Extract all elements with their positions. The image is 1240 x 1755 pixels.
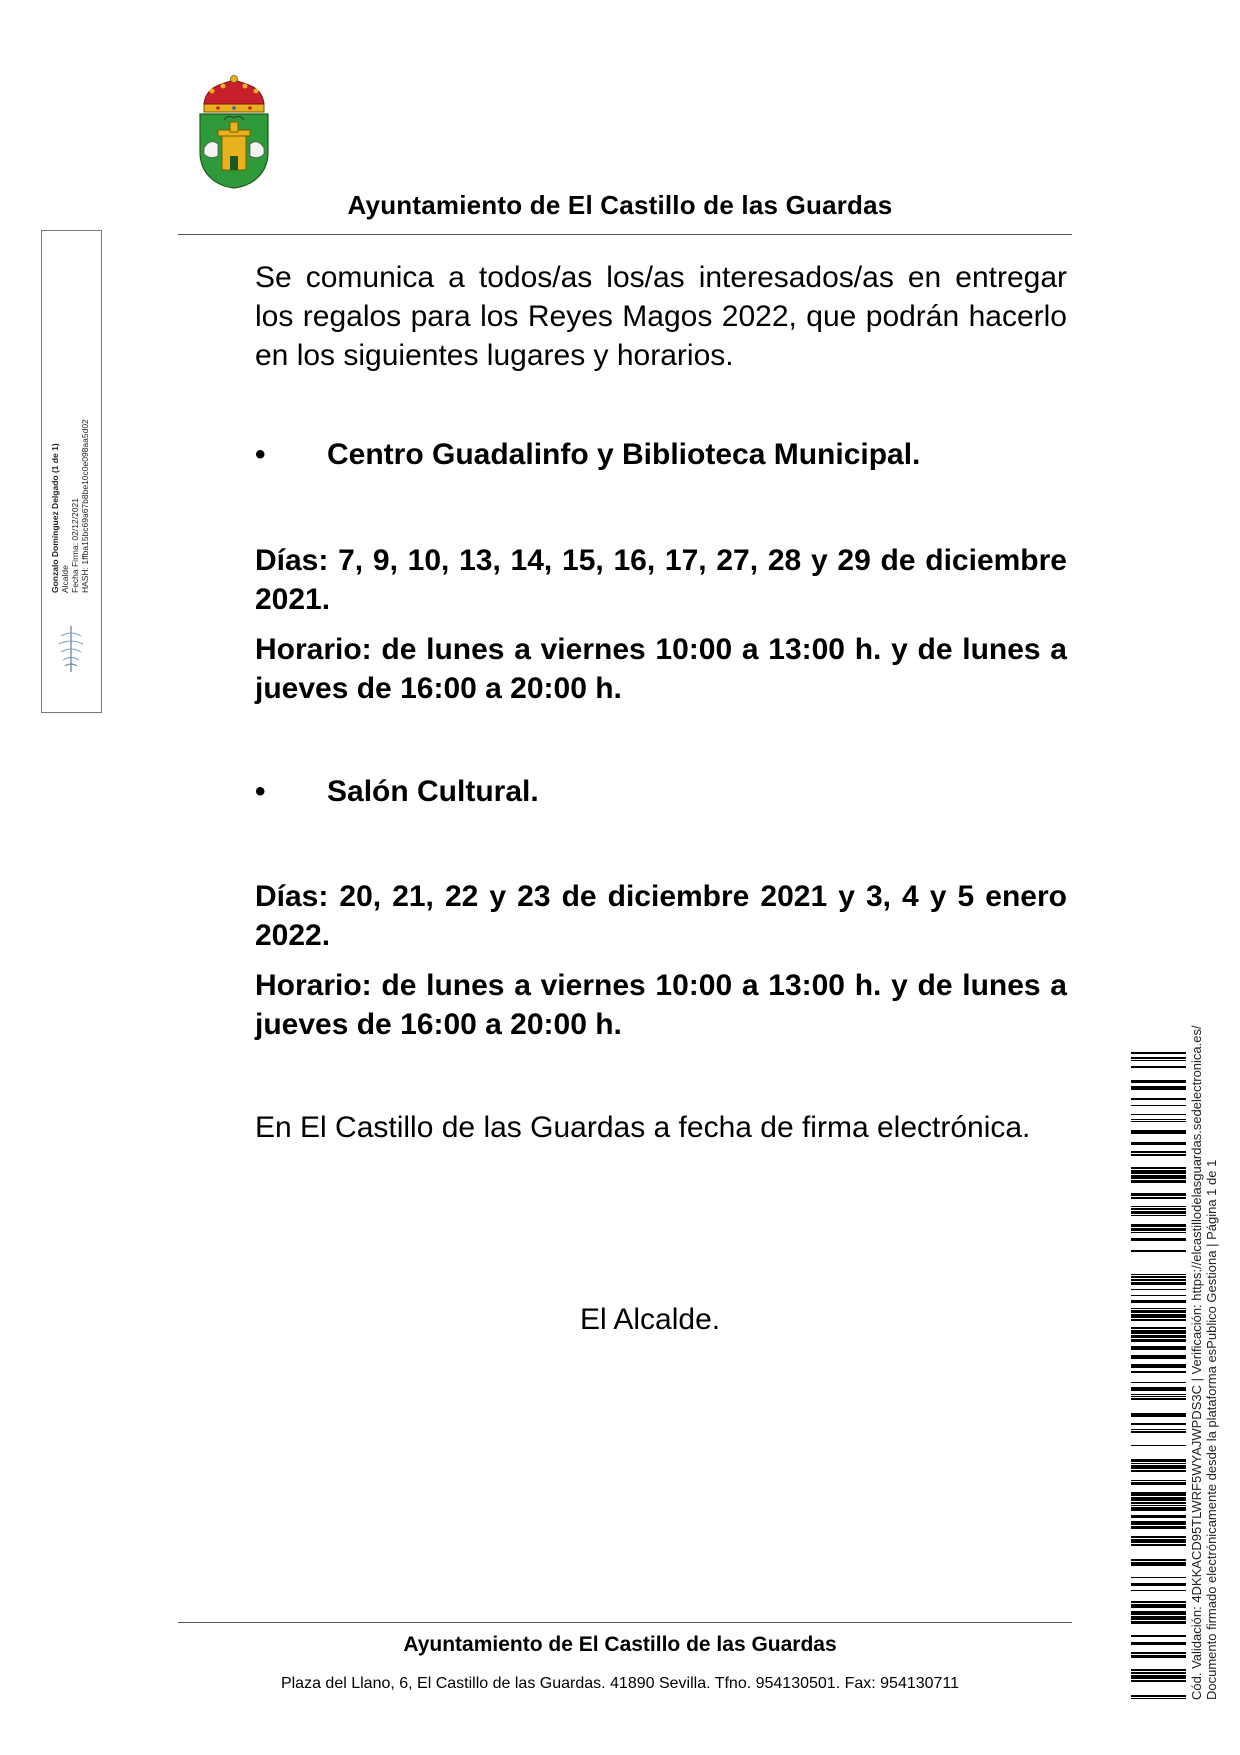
header-title: Ayuntamiento de El Castillo de las Guardas — [347, 190, 893, 220]
validation-barcode — [1131, 1052, 1186, 1702]
bullet-icon: • — [255, 775, 266, 808]
stamp-signer: Gonzalo Domínguez Delgado (1 de 1) — [50, 443, 60, 593]
validation-text-2: Documento firmado electrónicamente desde la plataforma esPublico Gestiona | Página 1 de 1 — [1204, 1159, 1219, 1700]
location-2-item — [255, 772, 1067, 812]
signature-seal-icon — [53, 622, 89, 676]
signature-line: El Alcalde. — [580, 1303, 721, 1336]
stamp-role: Alcalde — [60, 565, 70, 593]
location-1-name: Centro Guadalinfo y Biblioteca Municipal. — [327, 438, 921, 471]
location-1-item — [255, 435, 1067, 475]
location-1-days: Días: 7, 9, 10, 13, 14, 15, 16, 17, 27, 28 y 29 de diciembre 2021. — [255, 544, 1067, 616]
coat-of-arms-logo — [196, 74, 272, 190]
footer-divider — [178, 1622, 1072, 1623]
validation-text-1: Cód. Validación: 4DKKACD95TLWRF5WYAJWPDS3C | Verificación: https://elcastillodelasguardas.sedelectronica.es/ — [1189, 1025, 1204, 1700]
location-1-schedule: Horario: de lunes a viernes 10:00 a 13:00 h. y de lunes a jueves de 16:00 a 20:00 h. — [255, 633, 1067, 705]
header-divider — [178, 234, 1072, 235]
bullet-icon: • — [255, 438, 266, 471]
footer-address: Plaza del Llano, 6, El Castillo de las Guardas. 41890 Sevilla. Tfno. 954130501. Fax: 954130711 — [280, 1675, 960, 1692]
closing-paragraph: En El Castillo de las Guardas a fecha de firma electrónica. — [255, 1111, 1031, 1144]
location-2-days: Días: 20, 21, 22 y 23 de diciembre 2021 y 3, 4 y 5 enero 2022. — [255, 880, 1067, 952]
location-2-name: Salón Cultural. — [327, 775, 539, 808]
stamp-hash: HASH: 1ffba15bc69a67b8be10c0e098aa5d02 — [80, 419, 90, 593]
location-2-schedule: Horario: de lunes a viernes 10:00 a 13:00 h. y de lunes a jueves de 16:00 a 20:00 h. — [255, 969, 1067, 1041]
footer-title: Ayuntamiento de El Castillo de las Guardas — [403, 1633, 837, 1656]
intro-paragraph: Se comunica a todos/as los/as interesados/as en entregar los regalos para los Reyes Magos 2022, que podrán hacerlo en los siguientes lugares y horarios. — [255, 261, 1067, 372]
stamp-date: Fecha Firma: 02/12/2021 — [70, 498, 80, 593]
